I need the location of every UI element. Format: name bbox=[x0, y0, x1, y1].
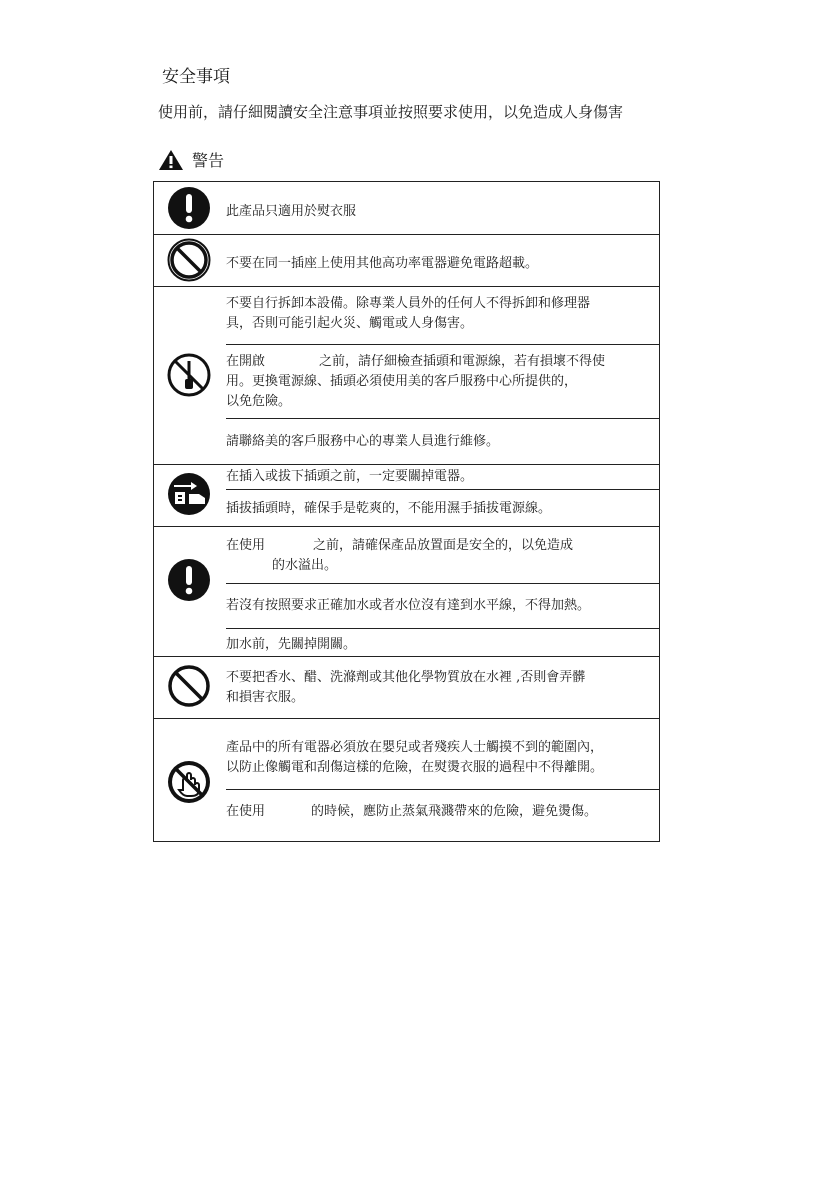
row-text: 插拔插頭時，確保手是乾爽的，不能用濕手插拔電源線。 bbox=[226, 501, 552, 516]
row-text bbox=[226, 802, 597, 822]
row-text: 此產品只適用於熨衣服 bbox=[226, 204, 357, 219]
row-text bbox=[226, 556, 337, 576]
row-text: 產品中的所有電器必須放在嬰兒或者殘疾人士觸摸不到的範圍內， bbox=[226, 740, 604, 755]
prohibition-icon bbox=[167, 238, 211, 282]
row-text: 以防止像觸電和刮傷這樣的危險，在熨燙衣服的過程中不得離開。 bbox=[226, 760, 604, 775]
page-title: 安全事項 bbox=[162, 67, 230, 87]
row-text: 加水前，先關掉開關。 bbox=[226, 637, 357, 652]
text-segment: 在使用 bbox=[226, 538, 266, 553]
warning-heading bbox=[158, 148, 224, 171]
row-divider bbox=[226, 344, 659, 345]
safety-table bbox=[153, 181, 660, 842]
text-segment: 的時候，應防止蒸氣飛濺帶來的危險，避免燙傷。 bbox=[311, 804, 598, 819]
row-divider bbox=[226, 789, 659, 790]
intro-text: 使用前，請仔細閱讀安全注意事項並按照要求使用，以免造成人身傷害 bbox=[158, 103, 624, 121]
no-disassembly-icon bbox=[167, 353, 211, 397]
no-touch-icon bbox=[167, 760, 211, 804]
table-row bbox=[154, 234, 659, 287]
prohibition-icon bbox=[167, 664, 211, 708]
row-text: 用。更換電源線、插頭必須使用美的客戶服務中心所提供的， bbox=[226, 374, 578, 389]
row-divider bbox=[226, 489, 659, 490]
table-row bbox=[154, 464, 659, 527]
table-row bbox=[154, 182, 659, 235]
row-text: 不要把香水、醋、洗滌劑或其他化學物質放在水裡 ,否則會弄髒 bbox=[226, 670, 586, 685]
text-segment: 的水溢出。 bbox=[272, 558, 338, 573]
row-divider bbox=[226, 418, 659, 419]
warning-triangle-icon bbox=[158, 149, 184, 171]
text-segment: 之前，請確保產品放置面是安全的，以免造成 bbox=[313, 538, 574, 553]
row-text: 若沒有按照要求正確加水或者水位沒有達到水平線，不得加熱。 bbox=[226, 598, 591, 613]
row-text: 不要自行拆卸本設備。除專業人員外的任何人不得拆卸和修理器 bbox=[226, 296, 591, 311]
table-row bbox=[154, 718, 659, 843]
row-text: 具，否則可能引起火災、觸電或人身傷害。 bbox=[226, 316, 474, 331]
row-divider bbox=[226, 628, 659, 629]
text-segment: 之前，請仔細檢查插頭和電源線，若有損壞不得使 bbox=[319, 354, 606, 369]
row-text: 和損害衣服。 bbox=[226, 690, 305, 705]
row-text bbox=[226, 536, 573, 556]
row-text: 在插入或拔下插頭之前，一定要關掉電器。 bbox=[226, 469, 474, 484]
row-text bbox=[226, 352, 605, 372]
table-row bbox=[154, 286, 659, 465]
text-segment: 在開啟 bbox=[226, 354, 266, 369]
row-text: 請聯絡美的客戶服務中心的專業人員進行維修。 bbox=[226, 434, 500, 449]
text-segment: 在使用 bbox=[226, 804, 266, 819]
table-row bbox=[154, 656, 659, 719]
row-divider bbox=[226, 583, 659, 584]
warning-label: 警告 bbox=[192, 151, 225, 170]
table-row bbox=[154, 526, 659, 657]
unplug-icon bbox=[167, 472, 211, 516]
exclamation-icon bbox=[167, 186, 211, 230]
exclamation-icon bbox=[167, 558, 211, 602]
row-text: 以免危險。 bbox=[226, 394, 292, 409]
row-text: 不要在同一插座上使用其他高功率電器避免電路超載。 bbox=[226, 256, 539, 271]
